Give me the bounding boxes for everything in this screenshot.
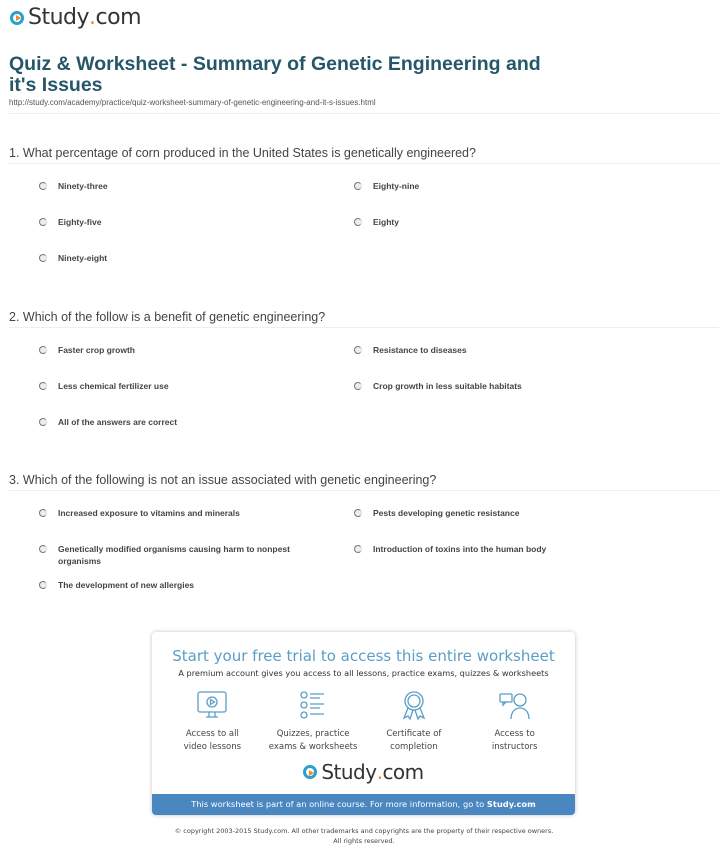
study-link[interactable]: Study.com [486, 799, 536, 809]
rights-text: All rights reserved. [333, 837, 395, 845]
answer-option[interactable] [354, 380, 644, 392]
answer-option[interactable] [39, 252, 329, 264]
logo-text-end: com [95, 5, 142, 30]
radio-button[interactable] [39, 509, 47, 517]
answer-option[interactable] [39, 579, 329, 591]
banner-text: This worksheet is part of an online course. For more information, go to [191, 799, 487, 809]
online-course-banner [152, 794, 575, 815]
feature-certificate [364, 690, 464, 754]
radio-button[interactable] [39, 581, 47, 589]
radio-button[interactable] [354, 182, 362, 190]
radio-button[interactable] [39, 218, 47, 226]
answer-option[interactable] [39, 344, 329, 356]
feature-label: video lessons [183, 742, 242, 752]
page-url[interactable]: http://study.com/academy/practice/quiz-worksheet-summary-of-genetic-engineering-and-it-s-issues.html [9, 98, 376, 107]
divider [9, 327, 719, 328]
radio-button[interactable] [354, 218, 362, 226]
radio-button[interactable] [354, 346, 362, 354]
promo-study-logo[interactable] [152, 760, 575, 784]
play-icon [303, 765, 317, 779]
feature-label: Certificate of [386, 729, 442, 739]
quiz-list-icon [297, 690, 329, 720]
radio-button[interactable] [39, 254, 47, 262]
option-label: Eighty-nine [373, 181, 420, 191]
feature-label: instructors [491, 742, 538, 752]
option-label: The development of new allergies [58, 580, 195, 590]
feature-video-lessons [162, 690, 262, 754]
answer-option[interactable] [39, 216, 329, 228]
promo-title: Start your free trial to access this entire worksheet [172, 647, 555, 665]
answer-option[interactable] [354, 507, 644, 519]
feature-label: Quizzes, practice [276, 729, 350, 739]
logo-text-end: com [382, 760, 424, 784]
radio-button[interactable] [354, 545, 362, 553]
certificate-ribbon-icon [398, 690, 430, 720]
option-label: Genetically modified organisms causing harm to nonpest organisms [58, 544, 290, 566]
feature-label: completion [390, 742, 438, 752]
option-label: Ninety-eight [58, 253, 108, 263]
option-label: Ninety-three [58, 181, 108, 191]
logo-text: Study [28, 5, 90, 30]
logo-text: Study [321, 760, 377, 784]
option-label: Less chemical fertilizer use [58, 381, 169, 391]
free-trial-promo [152, 632, 575, 815]
divider [9, 113, 719, 114]
option-label: Eighty-five [58, 217, 102, 227]
page-title: Quiz & Worksheet - Summary of Genetic Engineering and it's Issues [9, 53, 541, 96]
radio-button[interactable] [39, 418, 47, 426]
option-label: Pests developing genetic resistance [373, 508, 520, 518]
option-label: Introduction of toxins into the human body [373, 544, 547, 554]
divider [9, 163, 719, 164]
feature-label: exams & worksheets [268, 742, 358, 752]
answer-option[interactable] [354, 344, 644, 356]
question-text: 3. Which of the following is not an issue associated with genetic engineering? [9, 473, 437, 487]
study-logo[interactable] [10, 5, 141, 30]
radio-button[interactable] [354, 509, 362, 517]
copyright-text: © copyright 2003-2015 Study.com. All other trademarks and copyrights are the property of their respective owners. [174, 827, 554, 835]
video-lesson-icon [196, 690, 228, 720]
logo-dot: . [89, 5, 96, 30]
radio-button[interactable] [39, 346, 47, 354]
option-label: Resistance to diseases [373, 345, 467, 355]
radio-button[interactable] [39, 382, 47, 390]
copyright-footer [0, 826, 728, 846]
promo-subtitle: A premium account gives you access to all lessons, practice exams, quizzes & worksheets [178, 668, 549, 678]
option-label: Increased exposure to vitamins and minerals [58, 508, 240, 518]
option-label: Crop growth in less suitable habitats [373, 381, 522, 391]
answer-option[interactable] [39, 507, 329, 519]
logo-dot: . [376, 760, 383, 784]
feature-instructors [465, 690, 565, 754]
answer-option[interactable] [39, 380, 329, 392]
answer-option[interactable] [39, 180, 329, 192]
play-icon [10, 11, 24, 25]
radio-button[interactable] [39, 182, 47, 190]
radio-button[interactable] [354, 382, 362, 390]
answer-option[interactable] [354, 180, 644, 192]
answer-option[interactable] [39, 416, 329, 428]
feature-label: Access to all [185, 729, 239, 739]
question-text: 1. What percentage of corn produced in the United States is genetically engineered? [9, 146, 476, 160]
answer-option[interactable] [39, 543, 329, 567]
question-text: 2. Which of the follow is a benefit of genetic engineering? [9, 310, 326, 324]
option-label: All of the answers are correct [58, 417, 178, 427]
radio-button[interactable] [39, 545, 47, 553]
answer-option[interactable] [354, 543, 644, 555]
instructor-chat-icon [499, 690, 531, 720]
answer-option[interactable] [354, 216, 644, 228]
feature-quizzes [263, 690, 363, 754]
option-label: Eighty [373, 217, 399, 227]
option-label: Faster crop growth [58, 345, 135, 355]
feature-label: Access to [494, 729, 535, 739]
divider [9, 490, 719, 491]
